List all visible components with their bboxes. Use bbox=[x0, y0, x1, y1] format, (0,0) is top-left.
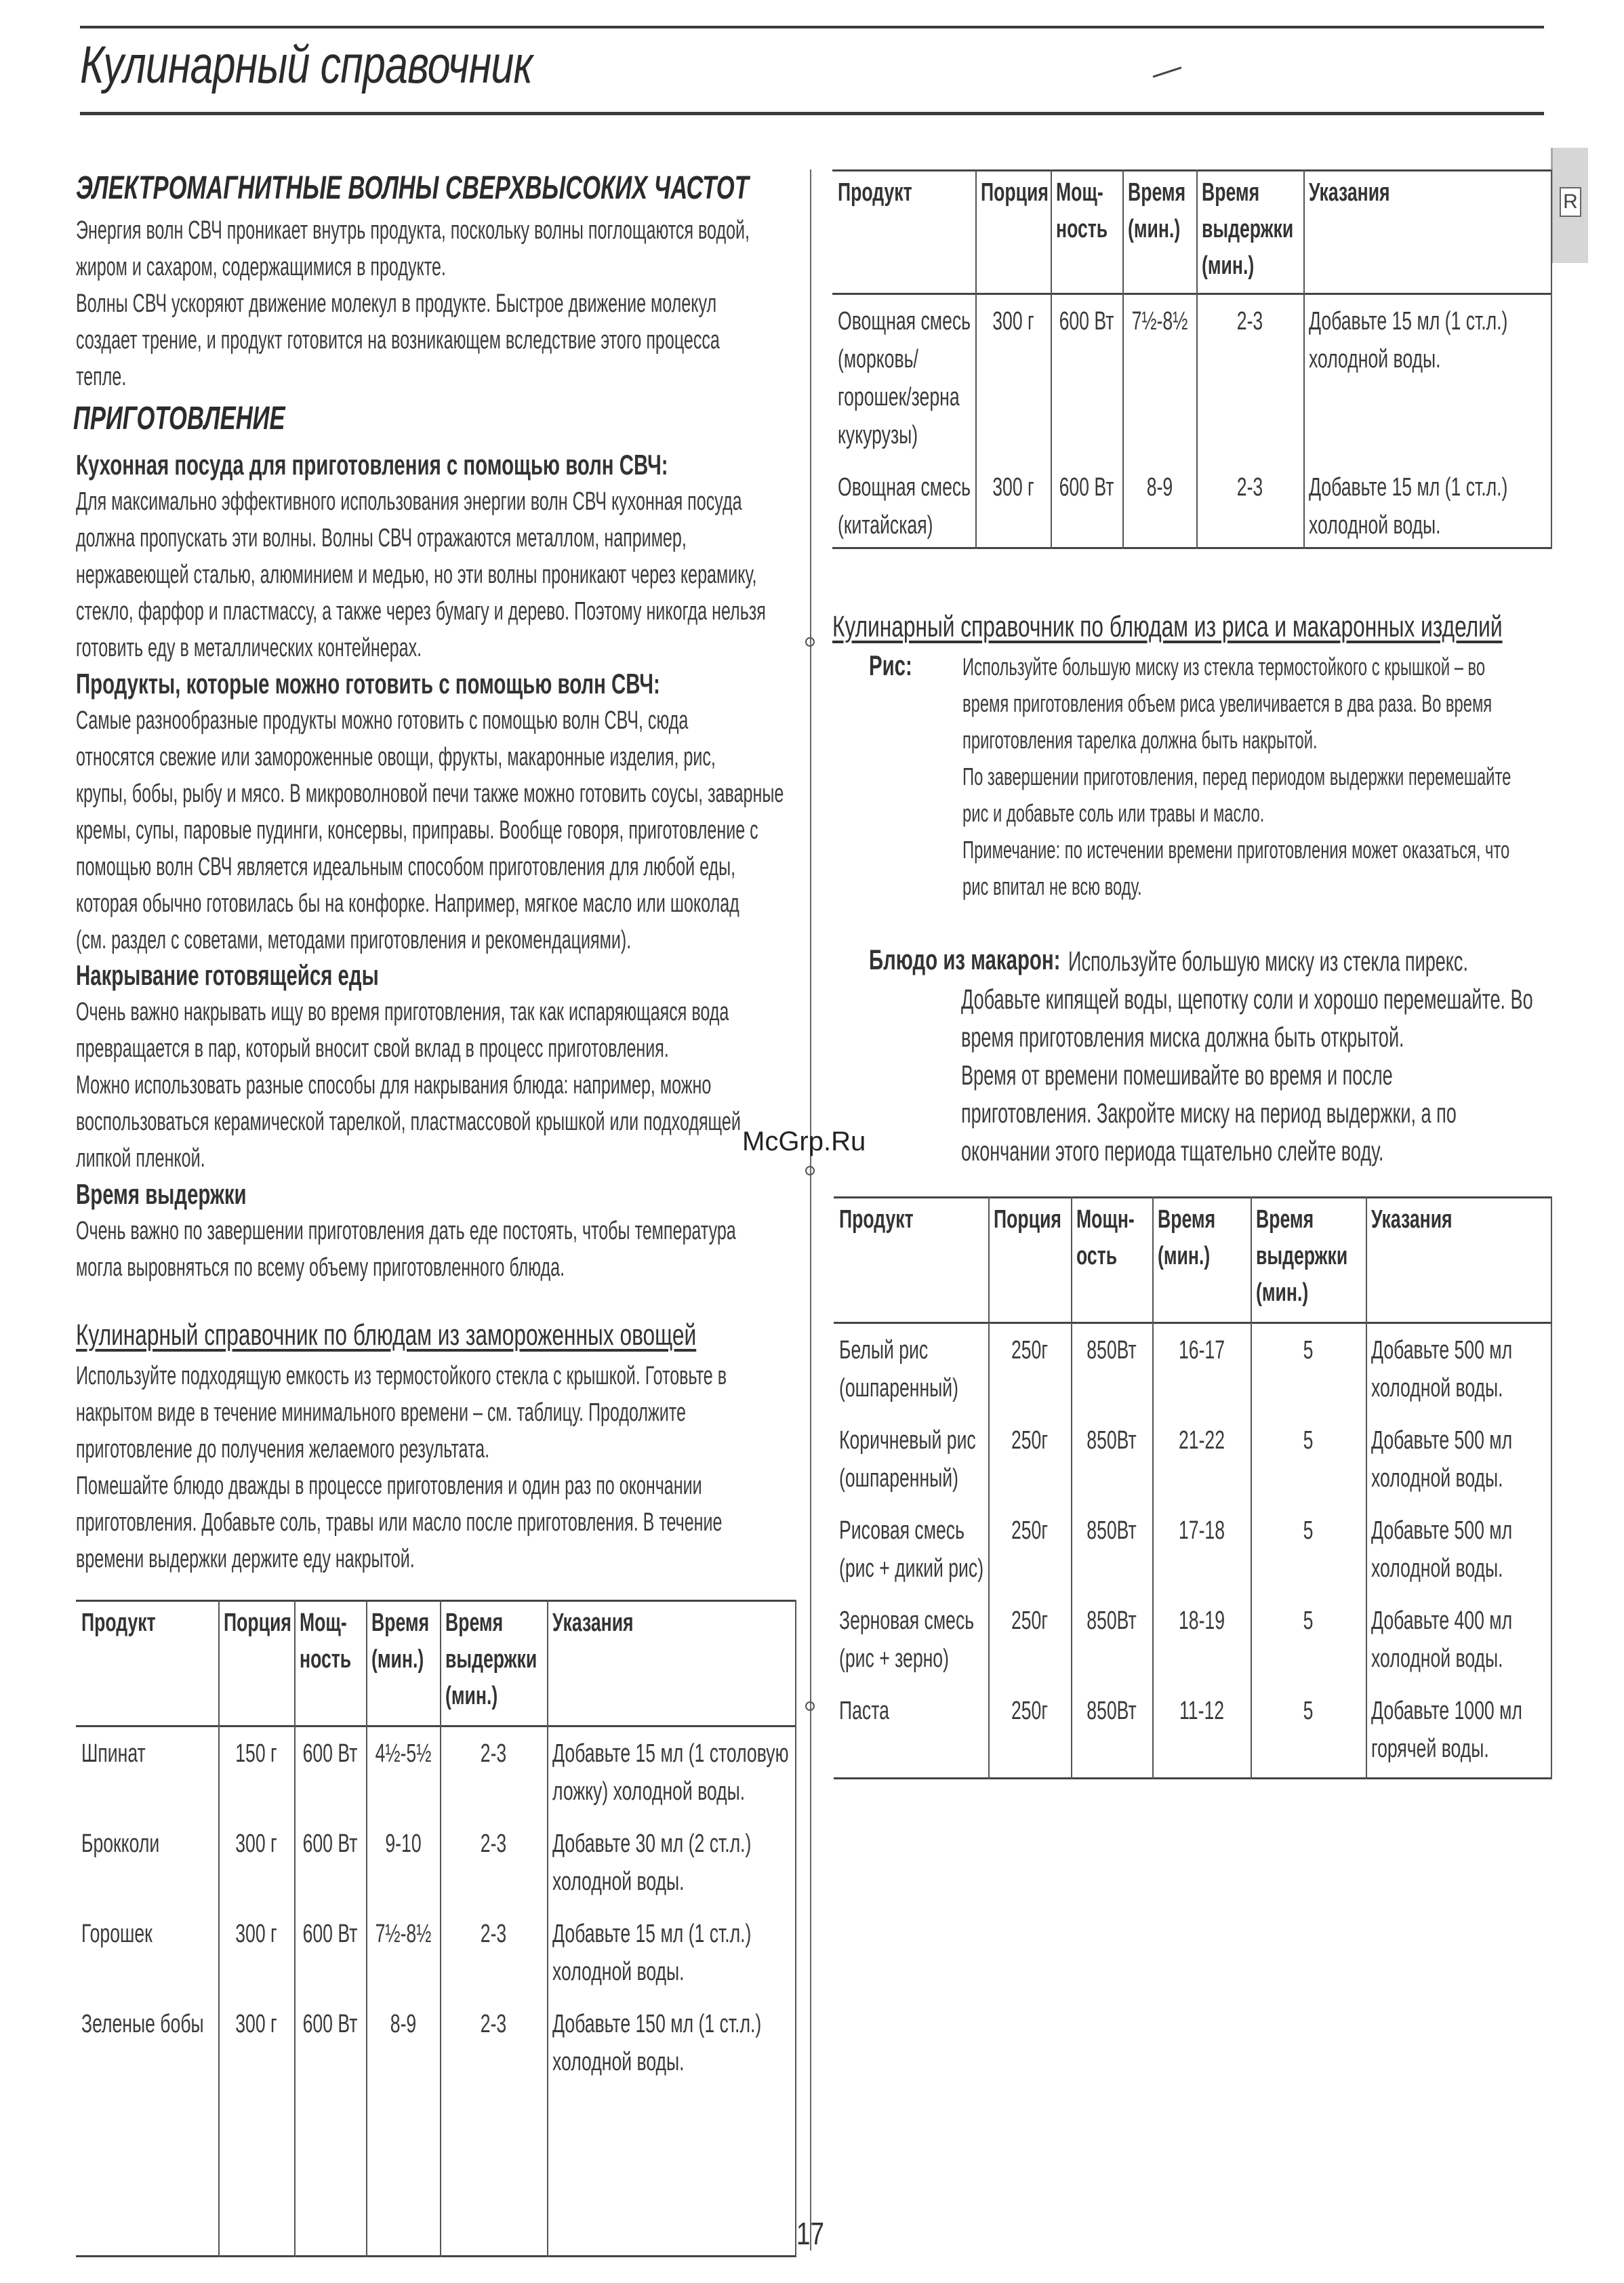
table-cell: (ошпаренный) bbox=[839, 1374, 958, 1402]
table-cell: 250г bbox=[1011, 1426, 1049, 1455]
pen-mark bbox=[1153, 66, 1182, 77]
table-cell: Добавьте 15 мл (1 ст.л.) bbox=[552, 1920, 752, 1948]
table-header-cell: (мин.) bbox=[1256, 1278, 1309, 1307]
table-column-border bbox=[1551, 169, 1552, 549]
table-header-cell: Время bbox=[445, 1609, 504, 1637]
table-column-border bbox=[1251, 1196, 1252, 1779]
table-column-border bbox=[795, 1600, 796, 2257]
title-underline bbox=[80, 112, 1544, 115]
text-line: тепле. bbox=[76, 363, 127, 391]
table-header-cell: Продукт bbox=[838, 178, 912, 207]
table-cell: холодной воды. bbox=[552, 1958, 685, 1986]
table-header-cell: Время bbox=[1128, 178, 1186, 207]
subheading-cookware: Кухонная посуда для приготовления с помощью волн СВЧ: bbox=[76, 449, 668, 481]
table-header-cell: Продукт bbox=[81, 1609, 156, 1637]
table-cell: Коричневый рис bbox=[839, 1426, 976, 1455]
text-line: Помешайте блюдо дважды в процессе приготовления и один раз по окончании bbox=[76, 1472, 702, 1500]
table-cell: холодной воды. bbox=[1371, 1464, 1503, 1493]
table-header-cell: Продукт bbox=[839, 1205, 914, 1234]
text-line: рис впитал не всю воду. bbox=[962, 872, 1142, 900]
table-cell: 600 Вт bbox=[302, 2010, 358, 2038]
table-bottom-border bbox=[832, 547, 1552, 549]
paragraph-pasta-first: Используйте большую миску из стекла пирекс. bbox=[1068, 946, 1468, 977]
table-column-border bbox=[988, 1196, 990, 1779]
text-line: готовить еду в металлических контейнерах. bbox=[76, 634, 422, 662]
binding-hole-mark bbox=[805, 1701, 815, 1711]
table-cell: 18-19 bbox=[1178, 1607, 1225, 1635]
table-cell: 5 bbox=[1303, 1516, 1314, 1545]
text-line: Используйте подходящую емкость из термостойкого стекла с крышкой. Готовьте в bbox=[76, 1362, 727, 1390]
table-cell: 16-17 bbox=[1178, 1336, 1225, 1365]
text-line: По завершении приготовления, перед периодом выдержки перемешайте bbox=[962, 763, 1511, 790]
text-line: помощью волн СВЧ является идеальным способом приготовления для любой еды, bbox=[76, 853, 736, 881]
text-line: время приготовления миска должна быть открытой. bbox=[961, 1022, 1404, 1053]
table-cell: холодной воды. bbox=[1309, 511, 1441, 540]
subheading-covering: Накрывание готовящейся еды bbox=[76, 959, 379, 991]
table-cell: Зеленые бобы bbox=[81, 2010, 204, 2038]
binding-hole-mark bbox=[805, 1166, 815, 1175]
table-top-border bbox=[834, 1196, 1552, 1198]
table-cell: 850Вт bbox=[1087, 1697, 1137, 1725]
table-header-cell: выдержки bbox=[1256, 1242, 1348, 1270]
table-cell: 4½-5½ bbox=[375, 1739, 431, 1768]
table-cell: горошек/зерна bbox=[838, 383, 960, 411]
table-header-cell: Указания bbox=[1309, 178, 1390, 207]
text-line: крупы, бобы, рыбу и мясо. В микроволновой печи также можно готовить соусы, заварные bbox=[76, 780, 784, 808]
table-column-border bbox=[440, 1600, 441, 2257]
table-cell: холодной воды. bbox=[1309, 345, 1441, 373]
text-line: Примечание: по истечении времени приготовления может оказаться, что bbox=[962, 836, 1510, 864]
table-vegetable-mix bbox=[832, 169, 1552, 549]
text-line: могла выровняться по всему объему приготовленного блюда. bbox=[76, 1253, 565, 1282]
table-cell: холодной воды. bbox=[1371, 1374, 1503, 1402]
table-cell: холодной воды. bbox=[552, 2048, 685, 2076]
text-line: Волны СВЧ ускоряют движение молекул в продукте. Быстрое движение молекул bbox=[76, 289, 717, 318]
table-cell: (морковь/ bbox=[838, 345, 918, 373]
table-header-cell: выдержки bbox=[1202, 215, 1294, 243]
table-cell: Белый рис bbox=[839, 1336, 929, 1365]
table-header-cell: Время bbox=[371, 1609, 430, 1637]
column-divider bbox=[810, 169, 811, 2250]
table-cell: Добавьте 15 мл (1 ст.л.) bbox=[1309, 473, 1508, 502]
table-cell: Добавьте 1000 мл bbox=[1371, 1697, 1522, 1725]
text-line: Используйте большую миску из стекла термостойкого с крышкой – во bbox=[962, 653, 1486, 681]
binding-hole-mark bbox=[805, 637, 815, 647]
heading-rice-pasta: Кулинарный справочник по блюдам из риса и макаронных изделий bbox=[832, 610, 1503, 643]
table-column-border bbox=[1071, 1196, 1072, 1779]
table-column-border bbox=[1122, 169, 1124, 549]
table-cell: 600 Вт bbox=[302, 1739, 358, 1768]
table-column-border bbox=[1152, 1196, 1154, 1779]
text-line: время приготовления объем риса увеличивается в два раза. Во время bbox=[962, 689, 1493, 717]
table-cell: 5 bbox=[1303, 1336, 1314, 1365]
table-cell: 250г bbox=[1011, 1607, 1049, 1635]
table-header-cell: выдержки bbox=[445, 1645, 537, 1674]
table-cell: 600 Вт bbox=[302, 1920, 358, 1948]
text-line: превращается в пар, который вносит свой вклад в процесс приготовления. bbox=[76, 1034, 669, 1063]
subheading-products: Продукты, которые можно готовить с помощью волн СВЧ: bbox=[76, 668, 660, 700]
text-line: рис и добавьте соль или травы и масло. bbox=[962, 799, 1265, 827]
heading-preparation: ПРИГОТОВЛЕНИЕ bbox=[73, 401, 285, 437]
text-line: приготовления. Добавьте соль, травы или масло после приготовления. В течение bbox=[76, 1508, 723, 1537]
table-cell: 250г bbox=[1011, 1336, 1049, 1365]
table-header-border bbox=[832, 293, 1552, 295]
heading-microwaves: ЭЛЕКТРОМАГНИТНЫЕ ВОЛНЫ СВЕРХВЫСОКИХ ЧАСТОТ bbox=[76, 170, 749, 206]
table-column-border bbox=[975, 169, 977, 549]
table-cell: 5 bbox=[1303, 1697, 1314, 1725]
table-cell: 300 г bbox=[235, 2010, 277, 2038]
table-cell: 600 Вт bbox=[1059, 473, 1114, 502]
table-cell: (китайская) bbox=[838, 511, 933, 540]
table-header-cell: (мин.) bbox=[1128, 215, 1181, 243]
table-cell: 150 г bbox=[235, 1739, 277, 1768]
label-rice: Рис: bbox=[869, 649, 912, 681]
table-header-cell: (мин.) bbox=[371, 1645, 424, 1674]
table-header-cell: Время bbox=[1256, 1205, 1314, 1234]
language-side-tab bbox=[1551, 148, 1588, 263]
text-line: стекло, фарфор и пластмассу, а также через бумагу и дерево. Поэтому никогда нельзя bbox=[76, 597, 766, 626]
table-cell: 8-9 bbox=[390, 2010, 416, 2038]
table-column-border bbox=[366, 1600, 367, 2257]
table-cell: (рис + дикий рис) bbox=[839, 1554, 984, 1583]
table-frozen-vegetables bbox=[76, 1600, 796, 2257]
table-bottom-border bbox=[834, 1777, 1552, 1779]
table-column-border bbox=[294, 1600, 296, 2257]
label-pasta: Блюдо из макарон: bbox=[869, 944, 1061, 975]
table-cell: 11-12 bbox=[1179, 1697, 1224, 1725]
table-cell: 2-3 bbox=[1236, 473, 1263, 502]
table-cell: кукурузы) bbox=[838, 421, 918, 449]
table-cell: 21-22 bbox=[1178, 1426, 1225, 1455]
table-cell: 2-3 bbox=[480, 1920, 507, 1948]
text-line: липкой пленкой. bbox=[76, 1144, 205, 1173]
table-cell: 5 bbox=[1303, 1607, 1314, 1635]
table-cell: Добавьте 15 мл (1 ст.л.) bbox=[1309, 307, 1508, 336]
table-cell: 17-18 bbox=[1178, 1516, 1225, 1545]
watermark: McGrp.Ru bbox=[742, 1127, 866, 1156]
text-line: Можно использовать разные способы для накрывания блюда: например, можно bbox=[76, 1071, 712, 1099]
language-tab-letter: R bbox=[1560, 187, 1581, 217]
text-line: приготовления тарелка должна быть накрытой. bbox=[962, 726, 1318, 754]
table-column-border bbox=[1051, 169, 1052, 549]
table-header-cell: ость bbox=[1076, 1242, 1118, 1270]
table-header-cell: Указания bbox=[1371, 1205, 1453, 1234]
table-cell: горячей воды. bbox=[1371, 1735, 1489, 1763]
table-header-border bbox=[834, 1322, 1552, 1324]
table-header-cell: Указания bbox=[552, 1609, 634, 1637]
table-cell: Горошек bbox=[81, 1920, 153, 1948]
table-cell: 850Вт bbox=[1087, 1516, 1137, 1545]
text-line: Время от времени помешивайте во время и после bbox=[961, 1059, 1393, 1091]
table-column-border bbox=[547, 1600, 548, 2257]
text-line: нержавеющей сталью, алюминием и медью, но эти волны проникают через керамику, bbox=[76, 561, 757, 589]
table-cell: 7½-8½ bbox=[1131, 307, 1187, 336]
table-cell: 300 г bbox=[235, 1920, 277, 1948]
table-header-cell: Мощ- bbox=[1056, 178, 1103, 207]
table-header-cell: Порция bbox=[224, 1609, 291, 1637]
table-cell: холодной воды. bbox=[1371, 1554, 1503, 1583]
text-line: воспользоваться керамической тарелкой, пластмассовой крышкой или подходящей bbox=[76, 1108, 741, 1136]
table-header-cell: Время bbox=[1202, 178, 1260, 207]
table-column-border bbox=[1551, 1196, 1552, 1779]
table-cell: Добавьте 500 мл bbox=[1371, 1336, 1513, 1365]
table-cell: 250г bbox=[1011, 1516, 1049, 1545]
table-header-cell: (мин.) bbox=[445, 1682, 498, 1710]
heading-frozen-vegetables: Кулинарный справочник по блюдам из замороженных овощей bbox=[76, 1318, 697, 1352]
table-cell: 850Вт bbox=[1087, 1607, 1137, 1635]
table-cell: Добавьте 15 мл (1 столовую bbox=[552, 1739, 789, 1768]
page-title: Кулинарный справочник bbox=[80, 35, 533, 94]
table-cell: 2-3 bbox=[1236, 307, 1263, 336]
text-line: Очень важно по завершении приготовления дать еде постоять, чтобы температура bbox=[76, 1217, 736, 1245]
text-line: которая обычно готовилась бы на конфорке. Например, мягкое масло или шоколад bbox=[76, 889, 739, 918]
text-line: приготовление до получения желаемого результата. bbox=[76, 1435, 490, 1463]
table-top-border bbox=[76, 1600, 796, 1602]
table-cell: 600 Вт bbox=[1059, 307, 1114, 336]
text-line: (см. раздел с советами, методами приготовления и рекомендациями). bbox=[76, 926, 632, 954]
table-cell: Шпинат bbox=[81, 1739, 146, 1768]
subheading-standing-time: Время выдержки bbox=[76, 1178, 247, 1210]
table-bottom-border bbox=[76, 2255, 796, 2257]
table-cell: ложку) холодной воды. bbox=[552, 1777, 746, 1806]
text-line: создает трение, и продукт готовится на возникающем вследствие этого процесса bbox=[76, 326, 720, 355]
table-cell: холодной воды. bbox=[552, 1867, 685, 1896]
text-line: Энергия волн СВЧ проникает внутрь продукта, поскольку волны поглощаются водой, bbox=[76, 216, 750, 245]
text-line: жиром и сахаром, содержащимися в продукте. bbox=[76, 253, 446, 281]
table-cell: Брокколи bbox=[81, 1830, 160, 1858]
text-line: Самые разнообразные продукты можно готовить с помощью волн СВЧ, сюда bbox=[76, 706, 689, 735]
table-cell: 9-10 bbox=[384, 1830, 422, 1858]
table-header-cell: Мощ- bbox=[300, 1609, 347, 1637]
table-header-cell: (мин.) bbox=[1158, 1242, 1211, 1270]
table-cell: Добавьте 500 мл bbox=[1371, 1426, 1513, 1455]
text-line: Добавьте кипящей воды, щепотку соли и хорошо перемешайте. Во bbox=[961, 984, 1533, 1015]
table-cell: 600 Вт bbox=[302, 1830, 358, 1858]
table-cell: 850Вт bbox=[1087, 1336, 1137, 1365]
text-line: Очень важно накрывать ищу во время приготовления, так как испаряющаяся вода bbox=[76, 998, 729, 1026]
table-top-border bbox=[832, 169, 1552, 171]
table-column-border bbox=[1196, 169, 1198, 549]
table-cell: 300 г bbox=[235, 1830, 277, 1858]
table-header-cell: Мощн- bbox=[1076, 1205, 1135, 1234]
text-line: относятся свежие или замороженные овощи, фрукты, макаронные изделия, рис, bbox=[76, 743, 716, 771]
page-number: 17 bbox=[796, 2216, 824, 2251]
text-line: должна пропускать эти волны. Волны СВЧ отражаются металлом, например, bbox=[76, 524, 687, 552]
table-header-cell: Порция bbox=[994, 1205, 1061, 1234]
table-cell: 300 г bbox=[992, 473, 1034, 502]
text-line: приготовления. Закройте миску на период выдержки, а по bbox=[961, 1097, 1457, 1129]
table-column-border bbox=[1366, 1196, 1367, 1779]
table-cell: 300 г bbox=[992, 307, 1034, 336]
table-cell: Овощная смесь bbox=[838, 307, 971, 336]
text-line: окончании этого периода тщательно слейте воду. bbox=[961, 1135, 1384, 1167]
text-line: накрытом виде в течение минимального времени – см. таблицу. Продолжите bbox=[76, 1398, 686, 1427]
table-cell: (рис + зерно) bbox=[839, 1644, 949, 1673]
top-rule bbox=[80, 26, 1544, 28]
text-line: времени выдержки держите еду накрытой. bbox=[76, 1545, 415, 1573]
table-cell: 2-3 bbox=[480, 2010, 507, 2038]
table-cell: Добавьте 150 мл (1 ст.л.) bbox=[552, 2010, 762, 2038]
table-cell: Овощная смесь bbox=[838, 473, 971, 502]
table-cell: 850Вт bbox=[1087, 1426, 1137, 1455]
table-rice-pasta bbox=[834, 1196, 1552, 1779]
table-cell: 250г bbox=[1011, 1697, 1049, 1725]
text-line: кремы, супы, паровые пудинги, консервы, приправы. Вообще говоря, приготовление с bbox=[76, 816, 758, 845]
table-header-border bbox=[76, 1725, 796, 1727]
table-cell: (ошпаренный) bbox=[839, 1464, 958, 1493]
table-cell: Рисовая смесь bbox=[839, 1516, 965, 1545]
table-cell: 5 bbox=[1303, 1426, 1314, 1455]
table-column-border bbox=[218, 1600, 220, 2257]
table-cell: Добавьте 500 мл bbox=[1371, 1516, 1513, 1545]
table-cell: Добавьте 400 мл bbox=[1371, 1607, 1513, 1635]
table-cell: холодной воды. bbox=[1371, 1644, 1503, 1673]
table-cell: Добавьте 30 мл (2 ст.л.) bbox=[552, 1830, 752, 1858]
table-header-cell: ность bbox=[300, 1645, 352, 1674]
table-cell: 2-3 bbox=[480, 1739, 507, 1768]
table-header-cell: ность bbox=[1056, 215, 1108, 243]
table-cell: 7½-8½ bbox=[375, 1920, 431, 1948]
table-cell: 8-9 bbox=[1146, 473, 1173, 502]
table-header-cell: Время bbox=[1158, 1205, 1216, 1234]
table-cell: 2-3 bbox=[480, 1830, 507, 1858]
text-line: Для максимально эффективного использования энергии волн СВЧ кухонная посуда bbox=[76, 487, 742, 516]
table-cell: Паста bbox=[839, 1697, 889, 1725]
table-cell: Зерновая смесь bbox=[839, 1607, 975, 1635]
table-header-cell: (мин.) bbox=[1202, 251, 1255, 280]
table-header-cell: Порция bbox=[981, 178, 1049, 207]
table-column-border bbox=[1303, 169, 1305, 549]
